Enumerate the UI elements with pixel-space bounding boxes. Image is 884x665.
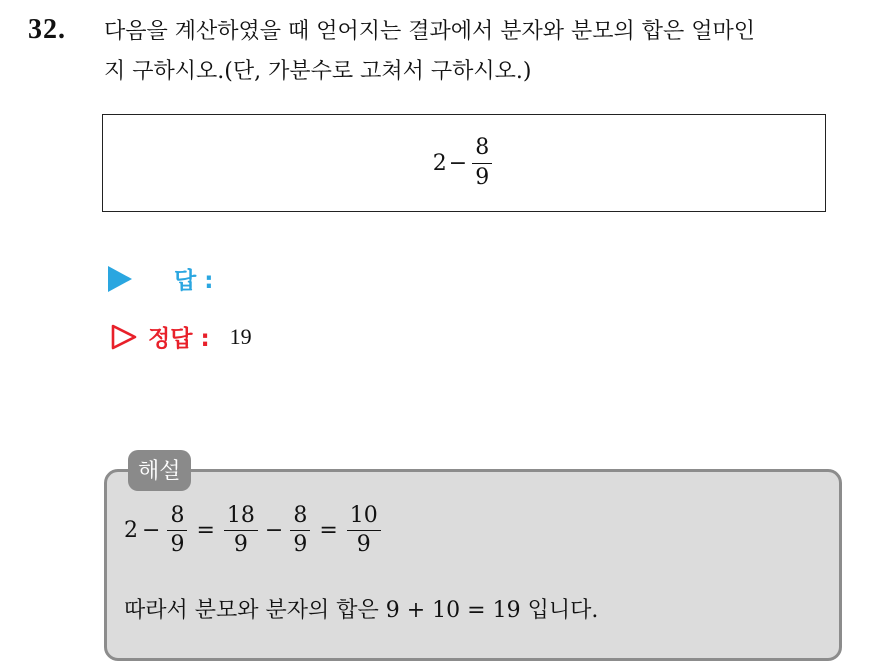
- correct-answer-label: 정답 :: [148, 326, 210, 352]
- fraction-numerator: 8: [167, 504, 187, 531]
- question-text-line1: 다음을 계산하였을 때 얻어지는 결과에서 분자와 분모의 합은 얼마인: [104, 19, 756, 44]
- solution-tab: 해설: [128, 450, 191, 491]
- eq-fraction-1: [167, 504, 187, 557]
- correct-answer-value: 19: [229, 323, 252, 349]
- expression-whole: 2: [432, 150, 447, 176]
- question-text-line2: 지 구하시오.(단, 가분수로 고쳐서 구하시오.): [104, 59, 532, 84]
- expression-box: [102, 114, 826, 212]
- fraction-numerator: 8: [472, 136, 492, 163]
- eq-minus: −: [264, 518, 284, 544]
- fraction-denominator: 9: [233, 532, 248, 558]
- fraction-denominator: 9: [170, 532, 185, 558]
- solution-text: 따라서 분모와 분자의 합은 9 + 10 = 19 입니다.: [124, 598, 599, 623]
- play-triangle-icon: [108, 266, 132, 292]
- triangle-outline-icon: [110, 323, 138, 351]
- eq-equals: =: [196, 518, 215, 544]
- question-number: 32.: [28, 14, 66, 45]
- eq-fraction-4: [347, 504, 381, 557]
- answer-row: [108, 262, 213, 295]
- fraction-denominator: 9: [293, 532, 308, 558]
- eq-fraction-3: [290, 504, 310, 557]
- fraction-numerator: 8: [290, 504, 310, 531]
- eq-equals: =: [319, 518, 338, 544]
- fraction-numerator: 10: [347, 504, 381, 531]
- eq-whole: 2: [124, 518, 138, 544]
- correct-answer-row: [110, 320, 252, 353]
- fraction-denominator: 9: [356, 532, 371, 558]
- eq-minus: −: [142, 518, 161, 544]
- answer-label: 답 :: [174, 268, 214, 294]
- expression-fraction: [472, 136, 492, 189]
- solution-box: [104, 469, 842, 661]
- expression-minus: −: [448, 150, 468, 176]
- fraction-denominator: 9: [475, 164, 490, 190]
- eq-fraction-2: [224, 504, 258, 557]
- solution-equation: [124, 504, 384, 557]
- fraction-numerator: 18: [224, 504, 258, 531]
